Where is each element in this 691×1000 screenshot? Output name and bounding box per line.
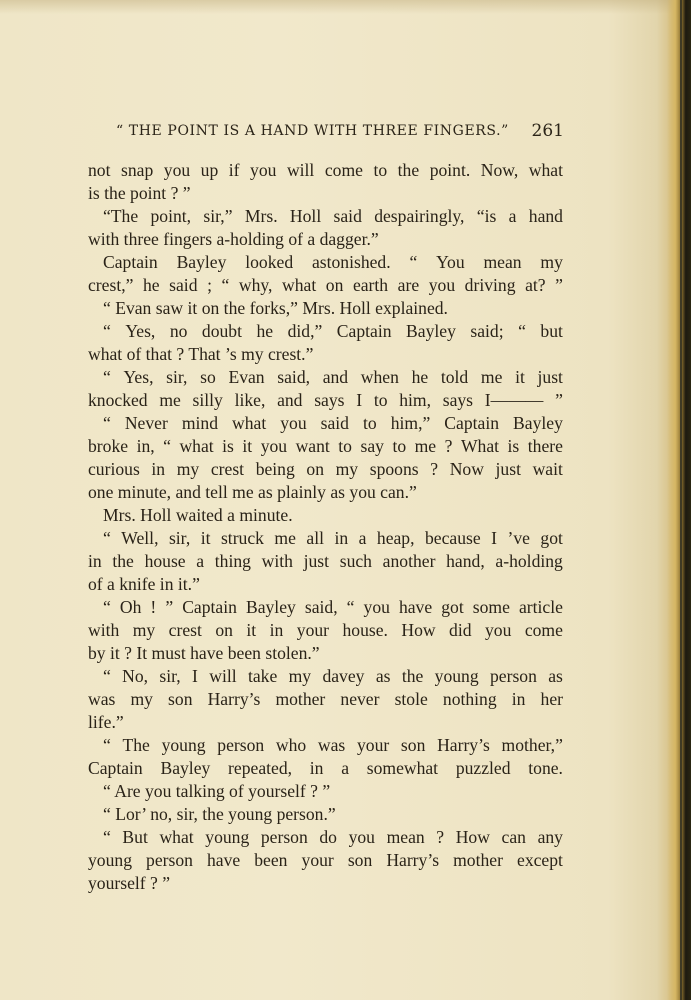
- running-head-title: “ THE POINT IS A HAND WITH THREE FINGERS.”: [116, 123, 509, 139]
- text-line: with three fingers a-holding of a dagger.”: [88, 229, 379, 249]
- text-line: is the point ? ”: [88, 183, 191, 203]
- text-line: not snap you up if you will come to the point. Now, what: [88, 160, 563, 180]
- text-line: broke in, “ what is it you want to say to me ? What is there: [88, 436, 563, 456]
- text-line: “ Never mind what you said to him,” Captain Bayley: [103, 413, 563, 433]
- text-line: “ Well, sir, it struck me all in a heap, because I ’ve got: [103, 528, 563, 548]
- text-line: curious in my crest being on my spoons ? Now just wait: [88, 459, 563, 479]
- text-line: of a knife in it.”: [88, 574, 200, 594]
- text-line: “ Are you talking of yourself ? ”: [103, 781, 331, 801]
- text-line: “ Evan saw it on the forks,” Mrs. Holl explained.: [103, 298, 448, 318]
- text-line: crest,” he said ; “ why, what on earth are you driving at? ”: [88, 275, 563, 295]
- text-line: yourself ? ”: [88, 873, 171, 893]
- text-line: “ Yes, sir, so Evan said, and when he told me it just: [103, 367, 563, 387]
- text-line: Captain Bayley repeated, in a somewhat puzzled tone.: [88, 758, 563, 778]
- text-line: “ No, sir, I will take my davey as the young person as: [103, 666, 563, 686]
- text-line: in the house a thing with just such another hand, a-holding: [88, 551, 563, 571]
- page-top-shadow: [0, 0, 691, 14]
- text-line: “ Lor’ no, sir, the young person.”: [103, 804, 336, 824]
- text-line: life.”: [88, 712, 124, 732]
- text-line: “ Oh ! ” Captain Bayley said, “ you have got some article: [103, 597, 563, 617]
- text-line: with my crest on it in your house. How did you come: [88, 620, 563, 640]
- running-head: [88, 121, 564, 141]
- body-text: [88, 159, 563, 895]
- text-line: young person have been your son Harry’s mother except: [88, 850, 563, 870]
- text-line: “The point, sir,” Mrs. Holl said despairingly, “is a hand: [103, 206, 563, 226]
- text-line: “ But what young person do you mean ? How can any: [103, 827, 563, 847]
- text-line: knocked me silly like, and says I to him, says I——— ”: [88, 390, 563, 410]
- text-line: by it ? It must have been stolen.”: [88, 643, 320, 663]
- page-edge-line: [680, 0, 682, 1000]
- text-line: Mrs. Holl waited a minute.: [103, 505, 293, 525]
- text-line: “ The young person who was your son Harry’s mother,”: [103, 735, 563, 755]
- text-line: what of that ? That ’s my crest.”: [88, 344, 314, 364]
- page-edge-binding: [667, 0, 691, 1000]
- text-line: “ Yes, no doubt he did,” Captain Bayley said; “ but: [103, 321, 563, 341]
- text-line: one minute, and tell me as plainly as you can.”: [88, 482, 417, 502]
- text-line: was my son Harry’s mother never stole nothing in her: [88, 689, 563, 709]
- page-number: 261: [531, 121, 564, 141]
- text-line: Captain Bayley looked astonished. “ You mean my: [103, 252, 563, 272]
